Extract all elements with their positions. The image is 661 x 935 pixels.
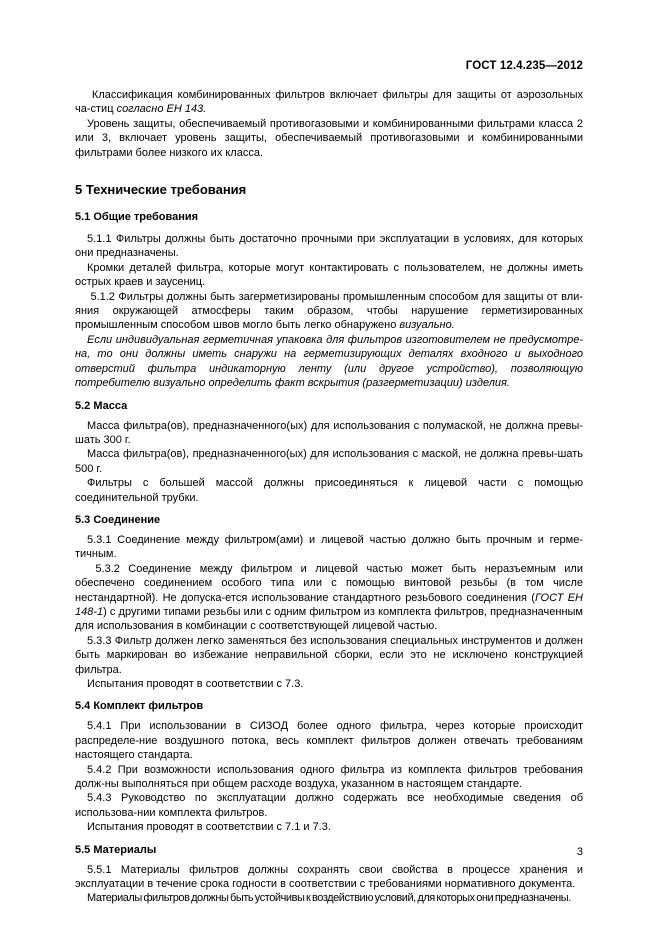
subsection-title-5-3: 5.3 Соединение [75,513,161,526]
intro-text: Классификация комбинированных фильтров включает фильтры для защиты от аэрозольных ча-стиц [75,89,583,116]
paragraph-5-1-1: 5.1.1 Фильтры должны быть достаточно прочными при эксплуатации в условиях, для которых они предназначены. [75,233,583,260]
paragraph-5-3-4: Испытания проводят в соответствии с 7.3. [87,678,304,690]
subsection-title-5-4: 5.4 Комплект фильтров [75,700,204,713]
paragraph-5-3-2 [75,562,583,634]
subsection-title-5-1: 5.1 Общие требования [75,211,199,224]
subsection-title-5-2: 5.2 Масса [75,399,128,412]
paragraph-5-4-3: 5.4.3 Руководство по эксплуатации должно содержать все необходимые сведения об использова-нии комплекта фильтров. [75,792,583,819]
paragraph-5-2-3: Фильтры с большей массой должны присоединяться к лицевой части с помощью соединительной трубки. [75,477,583,504]
paragraph-text: ) с другими типами резьбы или с одним фильтром из комплекта фильтров, предназначенным для использования в комбинации с соответствующей лицевой частью. [75,605,583,633]
paragraph-5-1-2 [75,290,583,333]
paragraph-5-3-3: 5.3.3 Фильтр должен легко заменяться без использования специальных инструментов и должен быть маркирован во избежание неправильной сборки, если это не исключено конструкцией фильтра. [75,634,583,676]
document-body [75,88,583,906]
intro-paragraph-1 [75,88,583,117]
paragraph-5-4-2: 5.4.2 При возможности использования одного фильтра из комплекта фильтров требования долж-ны выполняться при общем расходе воздуха, указанном в настоящем стандарте. [75,763,583,791]
paragraph-5-1-1b: Кромки деталей фильтра, которые могут контактировать с пользователем, не должны иметь острых краев и заусениц. [75,261,583,289]
paragraph-5-2-1: Масса фильтра(ов), предназначенного(ых) для использования с полумаской, не должна превы-шать 300 г. [75,419,583,446]
paragraph-5-4-1: 5.4.1 При использовании в СИЗОД более одного фильтра, через которые происходит распределе-ние воздушного потока, весь комплект фильтров должен отвечать требованиям настоящего стандарта. [75,720,583,762]
paragraph-5-1-2-note: Если индивидуальная герметичная упаковка для фильтров изготовителем не предусмотре-на, то они должны иметь снаружи на герметизирующих деталях входного и выходного отверстий фильтра индикаторную ленту (или другое устройство), позволяющую потребителю визуально определить факт вскрытия (разгерметизации) изделия. [75,333,583,390]
paragraph-text: 5.3.2 Соединение между фильтром и лицевой частью может быть неразъемным или обеспечено соединением особого типа или с помощью винтовой резьбы (в том числе нестандартной). Не допуска-ется использование стандартного резьбового соединения ( [75,562,583,604]
paragraph-5-3-1: 5.3.1 Соединение между фильтром(ами) и лицевой частью должно быть прочным и герме-тичным. [75,533,583,561]
subsection-title-5-5: 5.5 Материалы [75,843,157,856]
emphasis-text: визуально. [399,319,455,332]
paragraph-5-4-4: Испытания проводят в соответствии с 7.1 и 7.3. [87,821,331,834]
intro-paragraph-2: Уровень защиты, обеспечиваемый противогазовыми и комбинированными фильтрами класса 2 или 3, включает уровень защиты, обеспечиваемый противогазовыми и комбинированными фильтрами более низкого их класса. [75,117,583,159]
paragraph-text: 5.1.2 Фильтры должны быть загерметизированы промышленным способом для защиты от вли-яния окружающей атмосферы таким образом, чтобы нарушение герметизированных промышленным способом швов могло быть легко обнаружено [75,290,583,332]
paragraph-5-5-2: Материалы фильтров должны быть устойчивы к воздействию условий, для которых они предназначены. [87,892,571,905]
paragraph-5-5-1: 5.5.1 Материалы фильтров должны сохранять свои свойства в процессе хранения и эксплуатации в течение срока годности в соответствии с требованиями нормативного документа. [75,863,583,891]
document-header: ГОСТ 12.4.235—2012 [465,60,583,72]
standard-reference: согласно ЕН 143. [116,103,207,116]
paragraph-5-2-2: Масса фильтра(ов), предназначенного(ых) для использования с маской, не должна превы-шать 500 г. [75,448,583,475]
standard-reference: ГОСТ ЕН 148-1 [75,591,583,618]
page-number: 3 [576,846,583,858]
section-title: 5 Технические требования [75,182,247,198]
